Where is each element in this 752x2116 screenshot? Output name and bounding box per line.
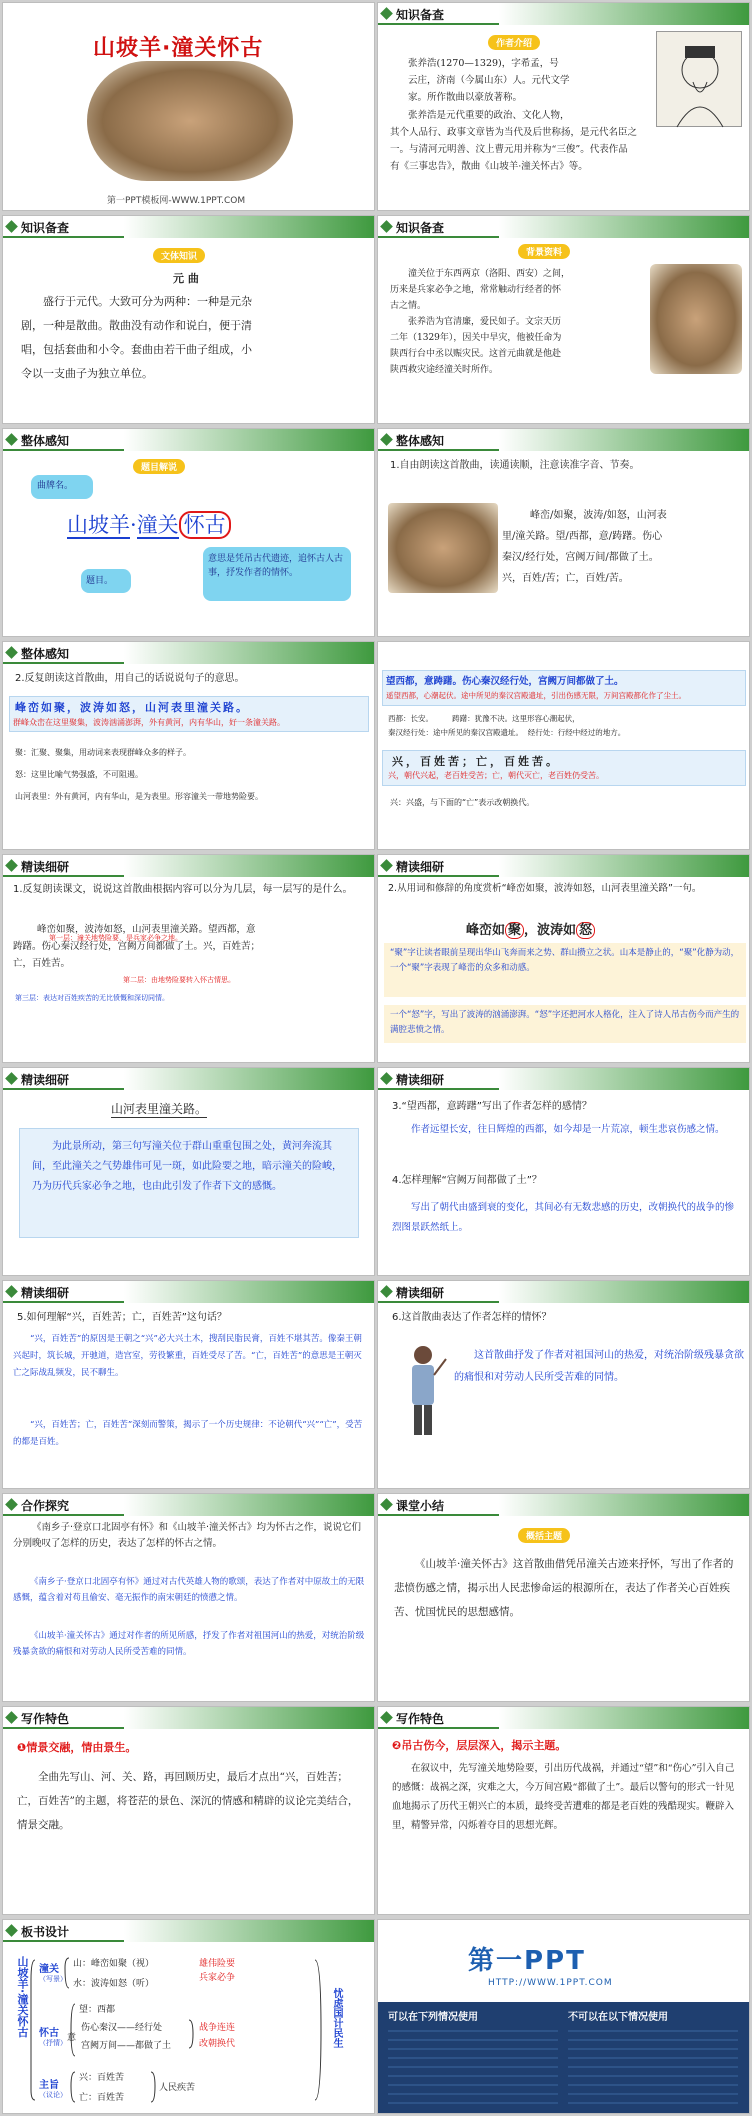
badge: 文体知识 xyxy=(153,248,205,263)
board-yi: 意 xyxy=(67,2033,77,2043)
analysis-ju: “聚”字让读者眼前呈现出华山飞奔而来之势、群山攒立之状。山本是静止的，“聚”化静为动，一个“聚”字表现了峰峦的众多和动感。 xyxy=(384,943,746,997)
cover-painting xyxy=(87,61,293,181)
note-2: 兴：兴盛，与下面的“亡”表示改朝换代。 xyxy=(390,798,535,807)
slide-header xyxy=(378,855,749,877)
header-band xyxy=(499,429,749,451)
diamond-icon xyxy=(380,1072,393,1085)
subtitle: 元 曲 xyxy=(173,272,199,285)
header-band xyxy=(499,3,749,25)
diamond-icon xyxy=(380,1498,393,1511)
poem-line: 峰峦如聚，波涛如怒，山河表里潼关路。望西都，意 xyxy=(37,924,256,935)
meaning-2: 兴，朝代兴起，老百姓受苦；亡，朝代灭亡，老百姓仍受苦。 xyxy=(388,771,604,780)
meaning: 群峰众峦在这里聚集，波涛汹涌澎湃，外有黄河，内有华山，好一条潼关路。 xyxy=(13,718,285,727)
board-branch-3: 主旨 xyxy=(39,2080,59,2091)
line: 唱，包括套曲和小令。套曲由若干曲子组成，小 xyxy=(21,343,252,356)
answer-4: 写出了朝代由盛到衰的变化，其间必有无数悲感的历史，改朝换代的战争的惨烈图景跃然纸上。 xyxy=(392,1202,735,1233)
explained-title xyxy=(67,509,231,539)
diamond-icon xyxy=(5,1285,18,1298)
slide-header xyxy=(378,1068,749,1090)
diamond-icon xyxy=(5,1711,18,1724)
slide-cover[interactable] xyxy=(2,2,375,211)
header-band xyxy=(124,642,374,664)
feature-point: ❶情景交融，情由景生。 xyxy=(17,1741,137,1754)
diamond-icon xyxy=(380,1285,393,1298)
board-s1: 山：峰峦如聚（视） xyxy=(73,1959,155,1969)
line-part: ，波涛如 xyxy=(524,923,577,938)
header-band xyxy=(499,1707,749,1729)
diamond-icon xyxy=(5,1498,18,1511)
board-s6: 兴：百姓苦 xyxy=(79,2073,125,2083)
badge: 作者介绍 xyxy=(488,35,540,50)
slide-header xyxy=(378,3,749,25)
line: 盛行于元代。大致可分为两种：一种是元杂 xyxy=(43,295,252,308)
label-tune: 曲牌名。 xyxy=(31,475,93,499)
note: 山河表里：外有黄河，内有华山，是为表里。形容潼关一带地势险要。 xyxy=(15,792,263,801)
board-s7: 亡：百姓苦 xyxy=(79,2093,125,2103)
note: 怒：这里比喻气势强盛，不可阻遏。 xyxy=(15,770,143,779)
summary-body: 《山坡羊·潼关怀古》这首散曲借凭吊潼关古迹来抒怀，写出了作者的悲愤伤感之情，揭示出人民悲惨命运的根源所在，表达了作者关心百姓疾苦、忧国忧民的思想感情。 xyxy=(394,1558,734,1618)
poem xyxy=(13,921,369,972)
word-ju: 聚 xyxy=(505,922,524,939)
line: 家。所作散曲以豪放著称。 xyxy=(408,92,523,103)
header-band xyxy=(499,216,749,238)
diamond-icon xyxy=(380,7,393,20)
slide-header xyxy=(3,1281,374,1303)
header-title: 精读细研 xyxy=(21,1286,70,1300)
word-nu: 怒 xyxy=(576,922,595,939)
badge: 概括主题 xyxy=(518,1528,570,1543)
board-r1: 雄伟险要 xyxy=(199,1959,236,1969)
line: 有《三事忠告》，散曲《山坡羊·潼关怀古》等。 xyxy=(390,161,588,172)
header-band xyxy=(124,1707,374,1729)
header-title: 知识备查 xyxy=(21,221,70,235)
ad-right-heading: 不可以在以下情况使用 xyxy=(568,2012,668,2023)
slide-shanhe[interactable] xyxy=(2,1067,375,1276)
slide-meaning-2[interactable] xyxy=(377,641,750,850)
header-band xyxy=(124,216,374,238)
poem-line: 踌躇。伤心秦汉经行处，宫阙万间都做了土。兴，百姓苦； xyxy=(13,941,261,952)
answer-1: 《南乡子·登京口北固亭有怀》通过对古代英雄人物的歌颂，表达了作者对中原故土的无限感慨，蕴含着对苟且偷安、毫无振作的南宋朝廷的愤懑之情。 xyxy=(13,1577,365,1603)
analysis-nu: 一个“怒”字，写出了波涛的汹涌澎湃。“怒”字还把河水人格化，注入了诗人吊古伤今而产生的满腔悲愤之情。 xyxy=(384,1005,746,1043)
slide-q6[interactable] xyxy=(377,1280,750,1489)
background-painting xyxy=(650,264,742,374)
title-part-place: 潼关 xyxy=(136,513,179,537)
board-right: 忧虑国计民生 xyxy=(331,1988,342,2048)
question: 1.自由朗读这首散曲，读通读顺，注意读准字音、节奏。 xyxy=(390,460,640,471)
question: 2.反复朗读这首散曲，用自己的话说说句子的意思。 xyxy=(15,673,245,684)
question: 《南乡子·登京口北固亭有怀》和《山坡羊·潼关怀古》均为怀古之作，说说它们分别晚叹了怎样的历史，表达了怎样的怀古之情。 xyxy=(13,1522,362,1549)
line: 张养浩(1270—1329)，字希孟，号 xyxy=(408,58,559,69)
line: 陕西救灾途经潼关时所作。 xyxy=(390,365,499,375)
diamond-icon xyxy=(5,1072,18,1085)
cover-title: 山坡羊·潼关怀古 xyxy=(93,36,264,61)
slide-meaning-1[interactable] xyxy=(2,641,375,850)
layer-2: 第二层：由地势险要转入怀古情思。 xyxy=(123,976,235,984)
question: 2.从用词和修辞的角度赏析“峰峦如聚，波涛如怒，山河表里潼关路”一句。 xyxy=(388,883,702,894)
slide-compare[interactable] xyxy=(2,1493,375,1702)
slide-header xyxy=(3,1068,374,1090)
header-title: 知识备查 xyxy=(396,221,445,235)
slide-header xyxy=(378,216,749,238)
board-branch-2-note: （抒情） xyxy=(39,2039,67,2047)
diamond-icon xyxy=(380,859,393,872)
note: 经行处：行经中经过的地方。 xyxy=(527,728,626,737)
line: 其个人品行、政事文章皆为当代及后世称扬，是元代名臣之 xyxy=(390,127,638,138)
poem-line: 亡，百姓苦。 xyxy=(13,958,71,969)
slide-genre[interactable] xyxy=(2,215,375,424)
header-title: 精读细研 xyxy=(21,1073,70,1087)
label-title: 题目。 xyxy=(81,569,131,593)
diamond-icon xyxy=(380,433,393,446)
header-title: 知识备查 xyxy=(396,8,445,22)
slide-header xyxy=(378,1707,749,1729)
explain-bubble: 意思是凭吊古代遗迹，追怀古人古事，抒发作者的情怀。 xyxy=(203,547,351,601)
question: 1.反复朗读课文，说说这首散曲根据内容可以分为几层，每一层写的是什么。 xyxy=(13,884,353,895)
answer-1: “兴，百姓苦”的原因是王朝之“兴”必大兴土木，搜刮民脂民膏，百姓不堪其苦。像秦王朝兴起时，筑长城，开驰道，造宫室，劳役繁重，百姓受尽了苦。“亡，百姓苦”的意思是王朝灭亡之际战乱频发，民不聊生。 xyxy=(13,1334,362,1378)
slide-header xyxy=(378,1494,749,1516)
note: 秦汉经行处：途中所见的秦汉宫殿遗址。 xyxy=(388,728,523,737)
line: 历来是兵家必争之地，常常触动行经者的怀 xyxy=(390,285,562,295)
diamond-icon xyxy=(5,433,18,446)
header-band xyxy=(499,1494,749,1516)
slide-header xyxy=(3,642,374,664)
board-branch-2: 怀古 xyxy=(39,2028,59,2039)
header-title: 精读细研 xyxy=(396,860,445,874)
header-title: 板书设计 xyxy=(21,1925,70,1939)
body-box: 为此景所动，第三句写潼关位于群山重重包围之处，黄河奔流其间，至此潼关之气势雄伟可见一斑，如此险要之地，暗示潼关的险峻，乃为历代兵家必争之地，也由此引发了作者下文的感慨。 xyxy=(19,1128,359,1238)
board-s2: 水：波涛如怒（听） xyxy=(73,1979,155,1989)
slide-header xyxy=(3,216,374,238)
board-r3: 战争连连 xyxy=(199,2023,236,2033)
line: 潼关位于东西两京（洛阳、西安）之间， xyxy=(408,269,571,279)
poem-line: 峰峦/如聚，波涛/如怒，山河表 xyxy=(530,510,667,521)
line: 一。与清河元明善、汶上曹元用并称为“三俊”。代表作品 xyxy=(390,144,628,155)
poem-line: 峰峦如聚，波涛如怒，山河表里潼关路。 xyxy=(15,701,249,714)
slide-layers[interactable] xyxy=(2,854,375,1063)
ad-left-heading: 可以在下列情况使用 xyxy=(388,2012,478,2023)
question: 5.如何理解“兴，百姓苦；亡，百姓苦”这句话？ xyxy=(17,1312,227,1323)
header-band xyxy=(124,1494,374,1516)
header-band xyxy=(124,1068,374,1090)
title-part-theme: 怀古 xyxy=(179,511,231,539)
title-dot: · xyxy=(130,513,137,537)
slide-title-explain[interactable] xyxy=(2,428,375,637)
slide-feature-1[interactable] xyxy=(2,1706,375,1915)
header-title: 精读细研 xyxy=(21,860,70,874)
slide-background[interactable] xyxy=(377,215,750,424)
poem-line: 秦汉/经行处，宫阙万间/都做了土。 xyxy=(502,552,659,563)
poem-line: 望西都，意踌躇。伤心秦汉经行处，宫阙万间都做了土。 xyxy=(386,676,624,687)
ad-footer xyxy=(378,2002,750,2114)
author-text xyxy=(408,55,658,106)
board-title: 山坡羊·潼关怀古 xyxy=(16,1956,29,2038)
slide-reading[interactable] xyxy=(377,428,750,637)
header-band xyxy=(124,429,374,451)
header-band xyxy=(499,1068,749,1090)
line: 二年（1329年），因关中旱灾，他被任命为 xyxy=(390,333,562,343)
board-branch-1: 潼关 xyxy=(39,1964,59,1975)
line: 令以一支曲子为独立单位。 xyxy=(21,367,153,380)
slide-header xyxy=(378,1281,749,1303)
header-title: 整体感知 xyxy=(396,434,445,448)
poem-line: 兴，百姓/苦；亡，百姓/苦。 xyxy=(502,573,629,584)
diamond-icon xyxy=(5,646,18,659)
header-title: 写作特色 xyxy=(396,1712,445,1726)
layer-3: 第三层：表达对百姓疾苦的无比愤慨和深切同情。 xyxy=(15,994,169,1002)
header-title: 写作特色 xyxy=(21,1712,70,1726)
slide-ad[interactable] xyxy=(377,1919,750,2114)
feature-body: 全曲先写山、河、关、路，再回顾历史，最后才点出“兴，百姓苦；亡，百姓苦”的主题，将苍茫的景色、深沉的情感和精辟的议论完美结合，情景交融。 xyxy=(17,1771,359,1831)
note: 聚：汇聚、聚集，用动词来表现群峰众多的样子。 xyxy=(15,748,191,757)
badge: 背景资料 xyxy=(518,244,570,259)
board-s3: 望：西都 xyxy=(79,2005,116,2015)
slide-appreciate[interactable] xyxy=(377,854,750,1063)
slide-header xyxy=(3,429,374,451)
header-title: 整体感知 xyxy=(21,434,70,448)
slide-q3-q4[interactable] xyxy=(377,1067,750,1276)
board-branch-3-note: （议论） xyxy=(39,2091,67,2099)
diamond-icon xyxy=(380,220,393,233)
highlight-line xyxy=(466,919,595,938)
slide-header xyxy=(3,855,374,877)
note: 踌躇：犹豫不决。这里形容心潮起伏， xyxy=(452,714,580,723)
title-part-tune: 山坡羊 xyxy=(67,513,130,537)
line-title: 山河表里潼关路。 xyxy=(111,1102,208,1116)
note: 西都：长安。 xyxy=(388,714,433,723)
answer-3: 作者远望长安，往日辉煌的西都，如今却是一片荒凉，顿生悲哀伤感之情。 xyxy=(411,1124,725,1135)
line-part: 峰峦如 xyxy=(466,923,506,938)
answer-2: 《山坡羊·潼关怀古》通过对作者的所见所感，抒发了作者对祖国河山的热爱，对统治阶级残暴贪欲的痛恨和对劳动人民所受苦难的同情。 xyxy=(13,1631,365,1657)
board-brackets xyxy=(3,1920,375,2114)
ad-url: HTTP://WWW.1PPT.COM xyxy=(488,1978,613,1988)
ad-right-list xyxy=(568,2030,738,2108)
poem-line-2: 兴，百姓苦；亡，百姓苦。 xyxy=(392,755,560,768)
slide-summary[interactable] xyxy=(377,1493,750,1702)
answer-2: “兴，百姓苦；亡，百姓苦”深刻而警策，揭示了一个历史规律：不论朝代“兴”“亡”，受苦的都是百姓。 xyxy=(13,1420,363,1447)
header-band xyxy=(499,1281,749,1303)
question-3: 3.“望西都，意踌躇”写出了作者怎样的感情？ xyxy=(392,1101,592,1112)
meaning: 遥望西都，心潮起伏。途中所见的秦汉宫殿遗址，引出伤感无限，万间宫殿都化作了尘土。 xyxy=(386,691,686,700)
teacher-icon xyxy=(398,1341,448,1441)
header-band xyxy=(124,855,374,877)
reading-painting xyxy=(388,503,498,593)
slide-author[interactable] xyxy=(377,2,750,211)
line: 云庄，济南（今属山东）人。元代文学 xyxy=(408,75,570,86)
feature-body: 在叙议中，先写潼关地势险要，引出历代战祸，并通过“望”和“伤心”引入自己的感慨：战祸之深，灾难之大，今万间宫殿“都做了土”。最后以警句的形式一针见血地揭示了历代王朝兴亡的本质，最终受苦遭难的都是老百姓的残酷现实。鞭辟入里，精警异常，闪烁着夺目的思想光辉。 xyxy=(392,1763,735,1831)
header-band xyxy=(499,855,749,877)
line: 张养浩是元代重要的政治、文化人物， xyxy=(408,110,570,121)
diamond-icon xyxy=(5,220,18,233)
diamond-icon xyxy=(380,1711,393,1724)
slide-board[interactable] xyxy=(2,1919,375,2114)
background-text xyxy=(390,266,652,378)
header-band xyxy=(124,1281,374,1303)
answer: 这首散曲抒发了作者对祖国河山的热爱，对统治阶级残暴贪欲的痛恨和对劳动人民所受苦难的同情。 xyxy=(454,1350,744,1383)
cover-watermark: 第一PPT模板网-WWW.1PPT.COM xyxy=(107,196,246,206)
slide-header xyxy=(3,1707,374,1729)
slide-feature-2[interactable] xyxy=(377,1706,750,1915)
line: 张养浩为官清廉，爱民如子。文宗天历 xyxy=(408,317,562,327)
note-row xyxy=(388,712,748,726)
poem-line: 里/潼关路。望/西都，意/踌躇。伤心 xyxy=(502,531,663,542)
question-4: 4.怎样理解“宫阙万间都做了土”？ xyxy=(392,1175,542,1186)
badge: 题目解说 xyxy=(133,459,185,474)
notes xyxy=(388,712,748,740)
header-title: 课堂小结 xyxy=(396,1499,445,1513)
layer-1: 第一层：潼关地势险要，是兵家必争之地。 xyxy=(49,934,182,942)
diamond-icon xyxy=(5,859,18,872)
board-r2: 兵家必争 xyxy=(199,1973,236,1983)
line: 剧，一种是散曲。散曲没有动作和说白，便于清 xyxy=(21,319,252,332)
header-title: 整体感知 xyxy=(21,647,70,661)
poem xyxy=(502,505,748,589)
board-r5: 人民疾苦 xyxy=(159,2083,196,2093)
header-title: 精读细研 xyxy=(396,1286,445,1300)
author-text-2 xyxy=(390,107,746,175)
ad-left-list xyxy=(388,2030,558,2108)
header-title: 精读细研 xyxy=(396,1073,445,1087)
ad-logo: 第一PPT xyxy=(468,1946,586,1976)
slide-header xyxy=(378,429,749,451)
slide-q5[interactable] xyxy=(2,1280,375,1489)
header-title: 合作探究 xyxy=(21,1499,70,1513)
line: 古之情。 xyxy=(390,301,427,311)
board-s4: 伤心秦汉——经行处 xyxy=(81,2023,163,2033)
notes xyxy=(15,742,365,808)
question: 6.这首散曲表达了作者怎样的情怀？ xyxy=(392,1312,552,1323)
board-branch-1-note: （写景） xyxy=(39,1975,67,1983)
line: 陕西行台中丞以赈灾民。这首元曲就是他赴 xyxy=(390,349,562,359)
note-row xyxy=(388,726,748,740)
genre-text xyxy=(21,290,361,386)
board-r4: 改朝换代 xyxy=(199,2039,236,2049)
board-s5: 宫阙万间——都做了土 xyxy=(81,2041,172,2051)
feature-point: ❷吊古伤今，层层深入，揭示主题。 xyxy=(392,1739,567,1752)
slide-header xyxy=(3,1494,374,1516)
